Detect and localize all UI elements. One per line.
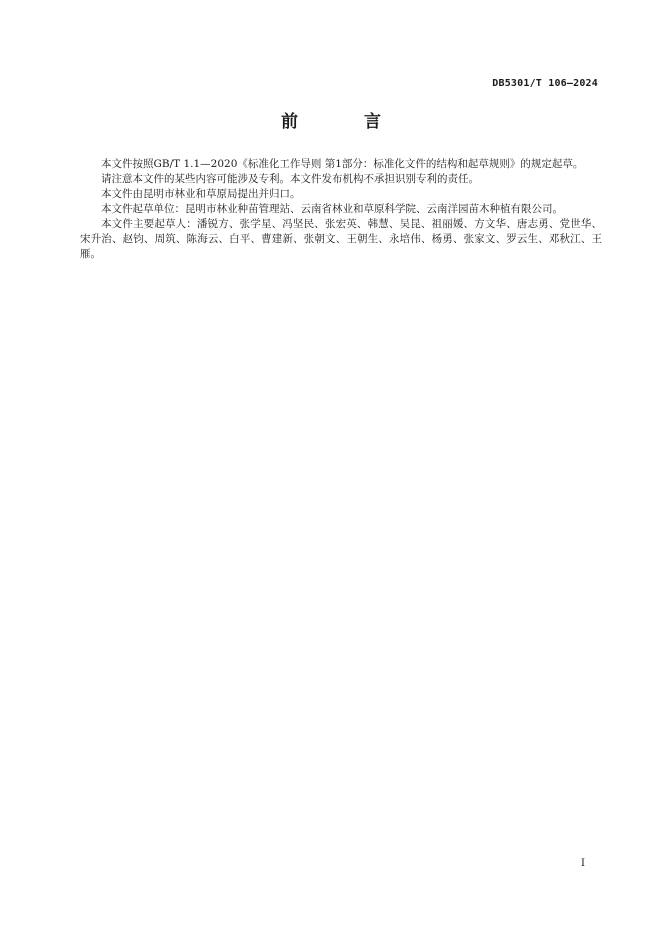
- paragraph-drafters: 本文件主要起草人：潘锐方、张学星、冯坚民、张宏英、韩慧、吴昆、祖丽媛、方文华、唐志勇、党世华、宋升治、赵钧、周筑、陈海云、白平、曹建新、张朝文、王朝生、永培伟、杨勇、张家文、罗云生、邓秋江、王雁。: [80, 218, 602, 260]
- paragraph-proposer: 本文件由昆明市林业和草原局提出并归口。: [101, 188, 301, 200]
- foreword-body: [80, 157, 602, 262]
- paragraph-drafting-basis: 本文件按照GB/T 1.1—2020《标准化工作导则 第1部分：标准化文件的结构和起草规则》的规定起草。: [101, 158, 584, 170]
- page-number: I: [581, 858, 585, 869]
- document-code: DB5301/T 106—2024: [492, 78, 598, 89]
- paragraph-patent-notice: 请注意本文件的某些内容可能涉及专利。本文件发布机构不承担识别专利的责任。: [101, 173, 479, 185]
- paragraph-drafting-units: 本文件起草单位：昆明市林业种苗管理站、云南省林业和草原科学院、云南洋园苗木种植有限公司。: [101, 203, 563, 215]
- page-title: 前 言: [281, 112, 411, 132]
